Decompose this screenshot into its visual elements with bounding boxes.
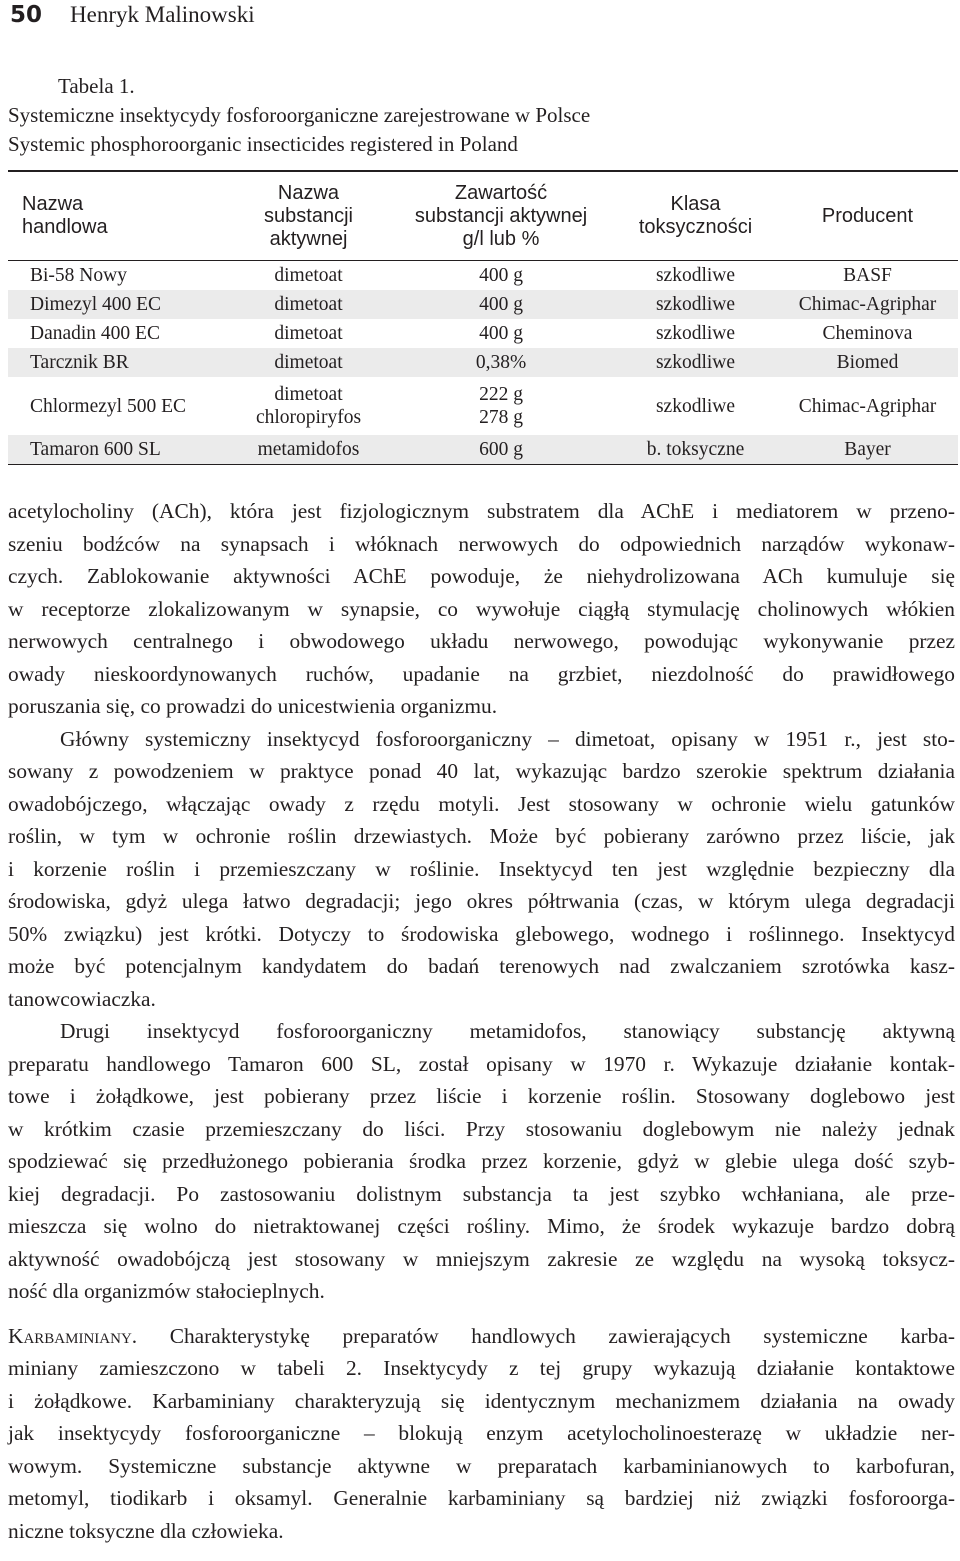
cell-active-substance bbox=[229, 435, 388, 465]
cell-active-substance bbox=[229, 377, 388, 435]
cell-content bbox=[388, 435, 614, 465]
text-line: preparatu handlowego Tamaron 600 SL, został opisany w 1970 r. Wykazuje działanie kontak- bbox=[8, 1051, 955, 1076]
cell-active-substance bbox=[229, 290, 388, 319]
column-header bbox=[614, 171, 777, 261]
cell-content-line: 400 g bbox=[479, 265, 523, 286]
table-row bbox=[8, 319, 958, 348]
table-row bbox=[8, 261, 958, 291]
text-line: szeniu bodźców na synapsach i włóknach nerwowych do odpowiednich narządów wykonaw- bbox=[8, 531, 955, 556]
cell-content bbox=[388, 348, 614, 377]
text-line: miniany zamieszczono w tabeli 2. Insektycydy z tej grupy wykazują działanie kontaktowe bbox=[8, 1356, 955, 1380]
table-header-row bbox=[8, 171, 958, 261]
table-body bbox=[8, 261, 958, 465]
column-header bbox=[8, 171, 229, 261]
table-title-pl: Systemiczne insektycydy fosforoorganiczne zarejestrowane w Polsce bbox=[8, 103, 591, 127]
cell-active-substance bbox=[229, 348, 388, 377]
article-body bbox=[8, 495, 955, 1547]
text-line: owadobójczego, włączając owady z rzędu motyli. Jest stosowany w ochronie wielu gatunków bbox=[8, 791, 955, 816]
text-line: może być potencjalnym kandydatem do badań terenowych nad zwalczaniem szrotówka kasz- bbox=[8, 954, 955, 978]
page-number: 50 bbox=[10, 2, 43, 28]
column-header-line: substancji aktywnej bbox=[414, 204, 588, 227]
text-line: jak insektycydy fosforoorganiczne – blokują enzym acetylocholinoesterazę w układzie ner- bbox=[8, 1421, 955, 1445]
cell-toxicity-class: szkodliwe bbox=[655, 395, 736, 417]
text-line: niczne toksyczne dla człowieka. bbox=[8, 1518, 284, 1543]
text-line: środowiska, gdyż ulega łatwo degradacji; jego okres półtrwania (czas, w którym ulega degradacji bbox=[8, 889, 955, 913]
text-line: roślin, w tym w ochronie roślin drzewiastych. Może być pobierany zarówno przez liście, jak bbox=[8, 824, 955, 848]
text-line: czych. Zablokowanie aktywności AChE powoduje, że niehydrolizowana ACh kumuluje się bbox=[8, 564, 955, 588]
cell-producer: Biomed bbox=[777, 348, 958, 377]
cell-content-line: 400 g bbox=[479, 323, 523, 344]
cell-content bbox=[388, 377, 614, 435]
column-header-line: Zawartość bbox=[454, 181, 548, 204]
cell-toxicity-class: szkodliwe bbox=[614, 290, 777, 319]
cell-producer: Cheminova bbox=[822, 323, 913, 344]
cell-content-line: 278 g bbox=[479, 407, 523, 428]
text-line: acetylocholiny (ACh), która jest fizjologicznym substratem dla AChE i mediatorem w przeno- bbox=[8, 499, 955, 523]
column-header bbox=[777, 171, 958, 261]
cell-content-line: 222 g bbox=[479, 384, 523, 405]
cell-active-substance-line: dimetoat bbox=[274, 384, 343, 405]
text-line: towe i żołądkowe, jest pobierany przez liście i korzenie roślin. Stosowany doglebowo jest bbox=[8, 1084, 955, 1108]
table-label: Tabela 1. bbox=[58, 74, 135, 98]
text-line: sowany z powodzeniem w praktyce ponad 40 lat, wykazując bardzo szerokie spektrum działania bbox=[8, 759, 955, 783]
table-row bbox=[8, 290, 958, 319]
cell-producer: Bayer bbox=[777, 435, 958, 465]
cell-trade-name: Tarcznik BR bbox=[8, 348, 229, 377]
running-header bbox=[10, 2, 255, 32]
text-line: spodziewać się przedłużonego pobierania środka przez korzenie, gdyż w glebie ulega dość szyb- bbox=[8, 1149, 955, 1173]
text-line: aktywność owadobójczą jest stosowany w mniejszym zakresie ze względu na wysoką toksycz- bbox=[8, 1246, 955, 1271]
column-header-line: Nazwa bbox=[277, 181, 340, 204]
cell-producer: BASF bbox=[843, 265, 892, 286]
text-line: ność dla organizmów stałocieplnych. bbox=[8, 1279, 325, 1303]
text-line: w receptorze zlokalizowanym w synapsie, co wywołuje ciągłą stymulację cholinowych włókien bbox=[8, 596, 955, 621]
table-row bbox=[8, 348, 958, 377]
text-line: Główny systemiczny insektycyd fosforoorganiczny – dimetoat, opisany w 1951 r., jest sto- bbox=[60, 726, 955, 751]
text-line: i korzenie roślin i przemieszczany w roślinie. Insektycyd ten jest względnie bezpieczny dla bbox=[8, 856, 955, 881]
text-line bbox=[8, 1320, 955, 1353]
table-row bbox=[8, 435, 958, 465]
column-header-line: substancji bbox=[264, 204, 353, 227]
cell-trade-name: Danadin 400 EC bbox=[30, 323, 160, 344]
text-line: nerwowych centralnego i obwodowego układu nerwowego, powodując wykonywanie przez bbox=[8, 629, 955, 653]
cell-toxicity-class: szkodliwe bbox=[655, 265, 736, 286]
cell-toxicity-class: szkodliwe bbox=[614, 348, 777, 377]
column-header-line: aktywnej bbox=[269, 227, 348, 250]
column-header-line: Klasa bbox=[670, 193, 721, 215]
text-line: mieszcza się wolno do nietraktowanej części rośliny. Mimo, że środek wykazuje bardzo dobrą bbox=[8, 1214, 955, 1238]
text-line: tanowcowiaczka. bbox=[8, 986, 156, 1011]
table-title-en: Systemic phosphoroorganic insecticides registered in Poland bbox=[8, 132, 518, 156]
cell-active-substance-line: metamidofos bbox=[257, 439, 360, 460]
cell-toxicity-class: b. toksyczne bbox=[614, 435, 777, 465]
cell-active-substance bbox=[229, 261, 388, 291]
column-header-line: Producent bbox=[821, 204, 914, 227]
insecticide-table bbox=[8, 170, 958, 465]
table-caption bbox=[8, 72, 590, 159]
text-line: i żołądkowe. Karbaminiany charakteryzują się identycznym mechanizmem działania na owady bbox=[8, 1388, 955, 1413]
cell-content-line: 600 g bbox=[479, 439, 523, 460]
running-author: Henryk Malinowski bbox=[70, 2, 255, 27]
text-line: kiej degradacji. Po zastosowaniu dolistnym substancja ta jest szybko wchłaniana, ale prze- bbox=[8, 1181, 955, 1206]
cell-toxicity-class: szkodliwe bbox=[655, 323, 736, 344]
cell-trade-name: Chlormezyl 500 EC bbox=[30, 395, 186, 417]
text-line: metomyl, tiodikarb i oksamyl. Generalnie karbaminiany są bardziej niż związki fosforoorga- bbox=[8, 1486, 955, 1510]
cell-content-line: 0,38% bbox=[475, 352, 527, 373]
cell-content bbox=[388, 290, 614, 319]
column-header-line: Nazwa bbox=[22, 193, 84, 215]
column-header bbox=[229, 171, 388, 261]
cell-active-substance-line: dimetoat bbox=[274, 265, 343, 286]
cell-content bbox=[388, 319, 614, 348]
cell-content bbox=[388, 261, 614, 291]
cell-trade-name: Dimezyl 400 EC bbox=[8, 290, 229, 319]
column-header-line: toksyczności bbox=[638, 216, 753, 238]
column-header-line: handlowa bbox=[22, 216, 108, 238]
cell-content-line: 400 g bbox=[479, 294, 523, 315]
column-header bbox=[388, 171, 614, 261]
section-heading: Karbaminiany. bbox=[8, 1323, 138, 1348]
cell-active-substance-line: dimetoat bbox=[274, 323, 343, 344]
cell-trade-name: Tamaron 600 SL bbox=[8, 435, 229, 465]
cell-active-substance bbox=[229, 319, 388, 348]
text-line-content: Charakterystykę preparatów handlowych zawierających systemiczne karba- bbox=[137, 1323, 955, 1348]
cell-trade-name: Bi-58 Nowy bbox=[30, 265, 127, 286]
cell-active-substance-line: dimetoat bbox=[274, 352, 343, 373]
text-line: wowym. Systemiczne substancje aktywne w preparatach karbaminianowych to karbofuran, bbox=[8, 1453, 955, 1478]
text-line: poruszania się, co prowadzi do unicestwienia organizmu. bbox=[8, 694, 498, 718]
cell-producer: Chimac-Agriphar bbox=[777, 290, 958, 319]
text-line: Drugi insektycyd fosforoorganiczny metamidofos, stanowiący substancję aktywną bbox=[60, 1019, 955, 1043]
text-line: owady nieskoordynowanych ruchów, upadanie na grzbiet, niezdolność do prawidłowego bbox=[8, 661, 955, 686]
column-header-line: g/l lub % bbox=[462, 227, 540, 250]
cell-active-substance-line: chloropiryfos bbox=[255, 407, 362, 428]
cell-active-substance-line: dimetoat bbox=[274, 294, 343, 315]
text-line: 50% związku) jest krótki. Dotyczy to środowiska glebowego, wodnego i roślinnego. Insektycyd bbox=[8, 921, 955, 946]
table-row bbox=[8, 377, 958, 435]
text-line: w krótkim czasie przemieszczany do liści. Przy stosowaniu doglebowym nie należy jednak bbox=[8, 1116, 955, 1141]
cell-producer: Chimac-Agriphar bbox=[798, 395, 937, 417]
